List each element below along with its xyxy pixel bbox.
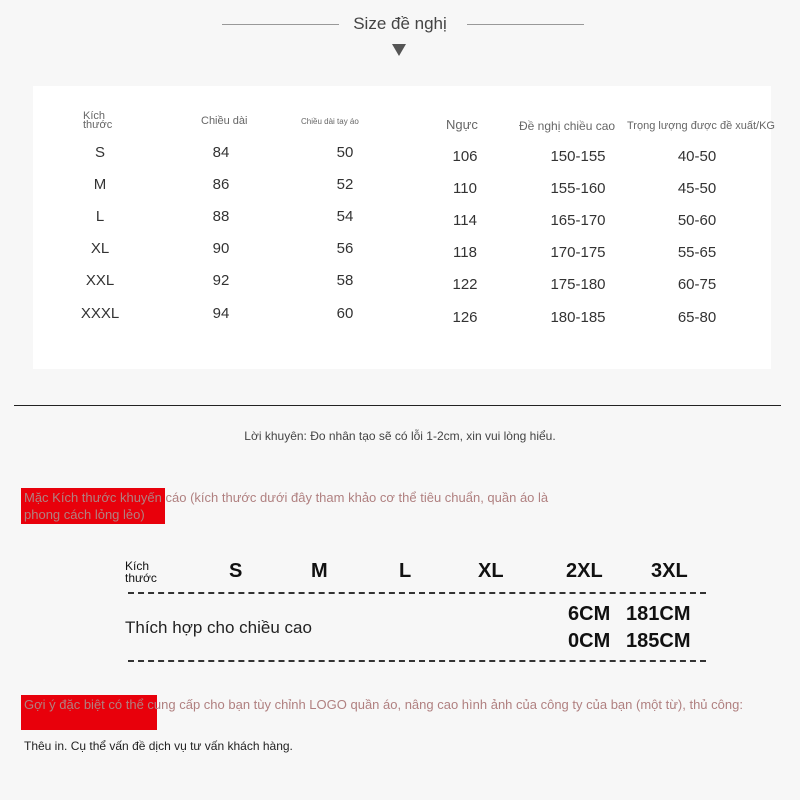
cell-height: 180-185 [550, 309, 606, 326]
cell-length: 88 [212, 208, 230, 225]
promo-text-1: Mặc Kích thước khuyến cáo (kích thước dưới đây tham khảo cơ thể tiêu chuẩn, quần áo là phong cách lỏng lẻo) [24, 490, 549, 522]
cell-sleeve: 56 [336, 240, 354, 257]
col-header-chest: Ngực [446, 117, 478, 132]
cell-weight: 50-60 [677, 212, 717, 229]
rec-size-s: S [229, 560, 243, 582]
col-header-size: Kích thước [83, 110, 113, 131]
cell-height: 170-175 [550, 244, 606, 261]
section-divider [14, 405, 781, 406]
cell-sleeve: 52 [336, 176, 354, 193]
col-header-height: Đề nghị chiều cao [519, 119, 616, 133]
cell-length: 86 [212, 176, 230, 193]
dashed-line-bottom [128, 660, 706, 662]
rec-row-label: Thích hợp cho chiều cao [125, 618, 312, 637]
header-line-left [222, 24, 339, 25]
rec-size-l: L [399, 560, 412, 582]
cell-sleeve: 54 [336, 208, 354, 225]
rec-size-3xl: 3XL [651, 560, 688, 582]
cell-length: 84 [212, 144, 230, 161]
cell-weight: 60-75 [677, 276, 717, 293]
cell-size: S [94, 144, 105, 161]
cell-sleeve: 58 [336, 272, 354, 289]
rec-size-label: Kích thước [125, 559, 157, 585]
cell-length: 90 [212, 240, 230, 257]
cell-length: 92 [212, 272, 230, 289]
cell-chest: 126 [452, 309, 478, 326]
cell-size: XL [90, 240, 110, 257]
cell-chest: 110 [453, 180, 477, 197]
promo-text-2: Gợi ý đặc biệt có thể cung cấp cho bạn tùy chỉnh LOGO quần áo, nâng cao hình ảnh của công ty của bạn (một từ), thủ công: [24, 697, 743, 712]
cell-weight: 45-50 [677, 180, 717, 197]
cell-sleeve: 50 [336, 144, 354, 161]
rec-size-m: M [311, 560, 328, 582]
cell-weight: 65-80 [677, 309, 717, 326]
rec-value-1b: 181CM [626, 603, 691, 625]
cell-weight: 40-50 [677, 148, 717, 165]
cell-size: L [95, 208, 105, 225]
cell-chest: 122 [452, 276, 478, 293]
rec-size-2xl: 2XL [566, 560, 603, 582]
cell-weight: 55-65 [677, 244, 717, 261]
size-table [33, 86, 775, 369]
dashed-line-top [128, 592, 706, 594]
cell-chest: 106 [452, 148, 478, 165]
rec-size-xl: XL [478, 560, 504, 582]
cell-height: 165-170 [550, 212, 606, 229]
col-header-weight: Trọng lượng được đề xuất/KG [627, 120, 775, 132]
cell-chest: 114 [453, 212, 477, 229]
footer-text: Thêu in. Cụ thể vấn đề dịch vụ tư vấn khách hàng. [24, 739, 293, 753]
header-line-right [467, 24, 584, 25]
cell-size: M [93, 176, 107, 193]
cell-sleeve: 60 [336, 305, 354, 322]
cell-size: XXXL [80, 305, 120, 322]
down-arrow-icon [392, 44, 406, 56]
page-title: Size đề nghị [353, 14, 447, 33]
rec-value-2a: 0CM [568, 630, 611, 652]
cell-height: 155-160 [550, 180, 606, 197]
measurement-note: Lời khuyên: Đo nhân tạo sẽ có lỗi 1-2cm, xin vui lòng hiểu. [244, 429, 556, 443]
cell-height: 175-180 [550, 276, 606, 293]
rec-value-1a: 6CM [568, 603, 611, 625]
cell-chest: 118 [453, 244, 477, 261]
cell-length: 94 [212, 305, 230, 322]
col-header-sleeve: Chiều dài tay áo [301, 117, 359, 126]
rec-value-2b: 185CM [626, 630, 691, 652]
col-header-length: Chiều dài [201, 115, 248, 127]
cell-height: 150-155 [550, 148, 606, 165]
cell-size: XXL [85, 272, 115, 289]
